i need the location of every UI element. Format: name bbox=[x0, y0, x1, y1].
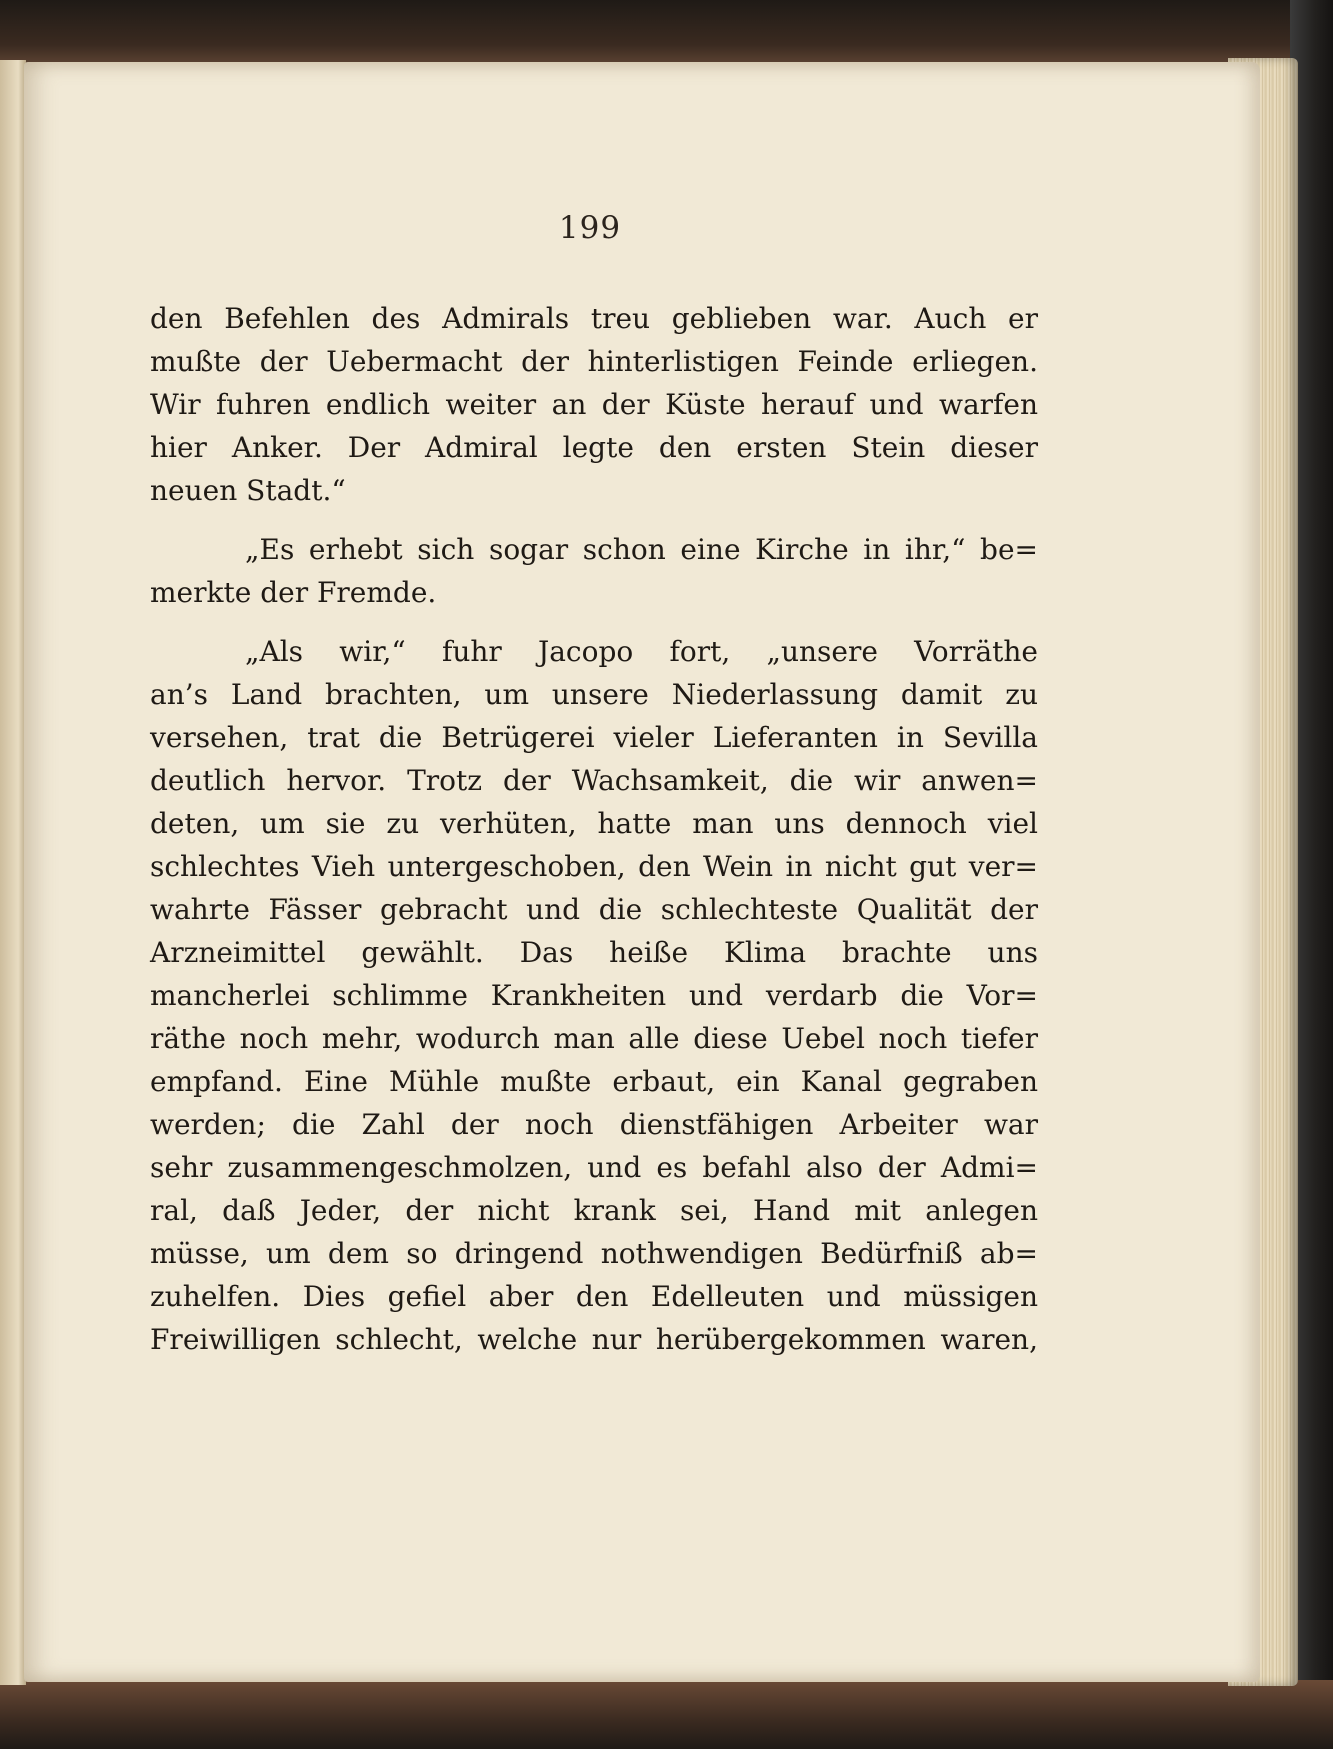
text-line: merkte der Fremde. bbox=[150, 576, 437, 609]
text-line: mancherlei schlimme Krankheiten und verdarb die Vor= bbox=[150, 979, 1038, 1012]
text-line: werden; die Zahl der noch dienstfähigen Arbeiter war bbox=[150, 1108, 1038, 1141]
text-line: an’s Land brachten, um unsere Niederlassung damit zu bbox=[150, 678, 1038, 711]
text-line: mußte der Uebermacht der hinterlistigen Feinde erliegen. bbox=[150, 345, 1038, 378]
text-line: „Als wir,“ fuhr Jacopo fort, „unsere Vorräthe bbox=[245, 635, 1038, 668]
text-line: deten, um sie zu verhüten, hatte man uns dennoch viel bbox=[150, 807, 1038, 840]
text-line: müsse, um dem so dringend nothwendigen Bedürfniß ab= bbox=[150, 1237, 1038, 1270]
text-line: „Es erhebt sich sogar schon eine Kirche in ihr,“ be= bbox=[245, 533, 1038, 566]
book-cover-bottom bbox=[0, 1680, 1333, 1749]
text-line: räthe noch mehr, wodurch man alle diese Uebel noch tiefer bbox=[150, 1022, 1038, 1055]
text-line: Wir fuhren endlich weiter an der Küste herauf und warfen bbox=[150, 388, 1038, 421]
text-line: schlechtes Vieh untergeschoben, den Wein in nicht gut ver= bbox=[150, 850, 1038, 883]
body-text bbox=[150, 297, 1038, 1361]
text-line: den Befehlen des Admirals treu geblieben war. Auch er bbox=[150, 302, 1038, 335]
text-line: zuhelfen. Dies gefiel aber den Edelleuten und müssigen bbox=[150, 1280, 1038, 1313]
page-number: 199 bbox=[558, 210, 622, 246]
text-line: hier Anker. Der Admiral legte den ersten Stein dieser bbox=[150, 431, 1038, 464]
text-line: neuen Stadt.“ bbox=[150, 474, 346, 507]
text-line: Freiwilligen schlecht, welche nur herübergekommen waren, bbox=[150, 1323, 1038, 1356]
facing-page-edge bbox=[0, 60, 26, 1685]
text-line: deutlich hervor. Trotz der Wachsamkeit, die wir anwen= bbox=[150, 764, 1038, 797]
text-line: sehr zusammengeschmolzen, und es befahl also der Admi= bbox=[150, 1151, 1038, 1184]
text-line: empfand. Eine Mühle mußte erbaut, ein Kanal gegraben bbox=[150, 1065, 1038, 1098]
text-line: wahrte Fässer gebracht und die schlechteste Qualität der bbox=[150, 893, 1038, 926]
text-line: Arzneimittel gewählt. Das heiße Klima brachte uns bbox=[150, 936, 1038, 969]
text-line: versehen, trat die Betrügerei vieler Lieferanten in Sevilla bbox=[150, 721, 1038, 754]
text-line: ral, daß Jeder, der nicht krank sei, Hand mit anlegen bbox=[150, 1194, 1038, 1227]
book-cover-top bbox=[0, 0, 1333, 64]
